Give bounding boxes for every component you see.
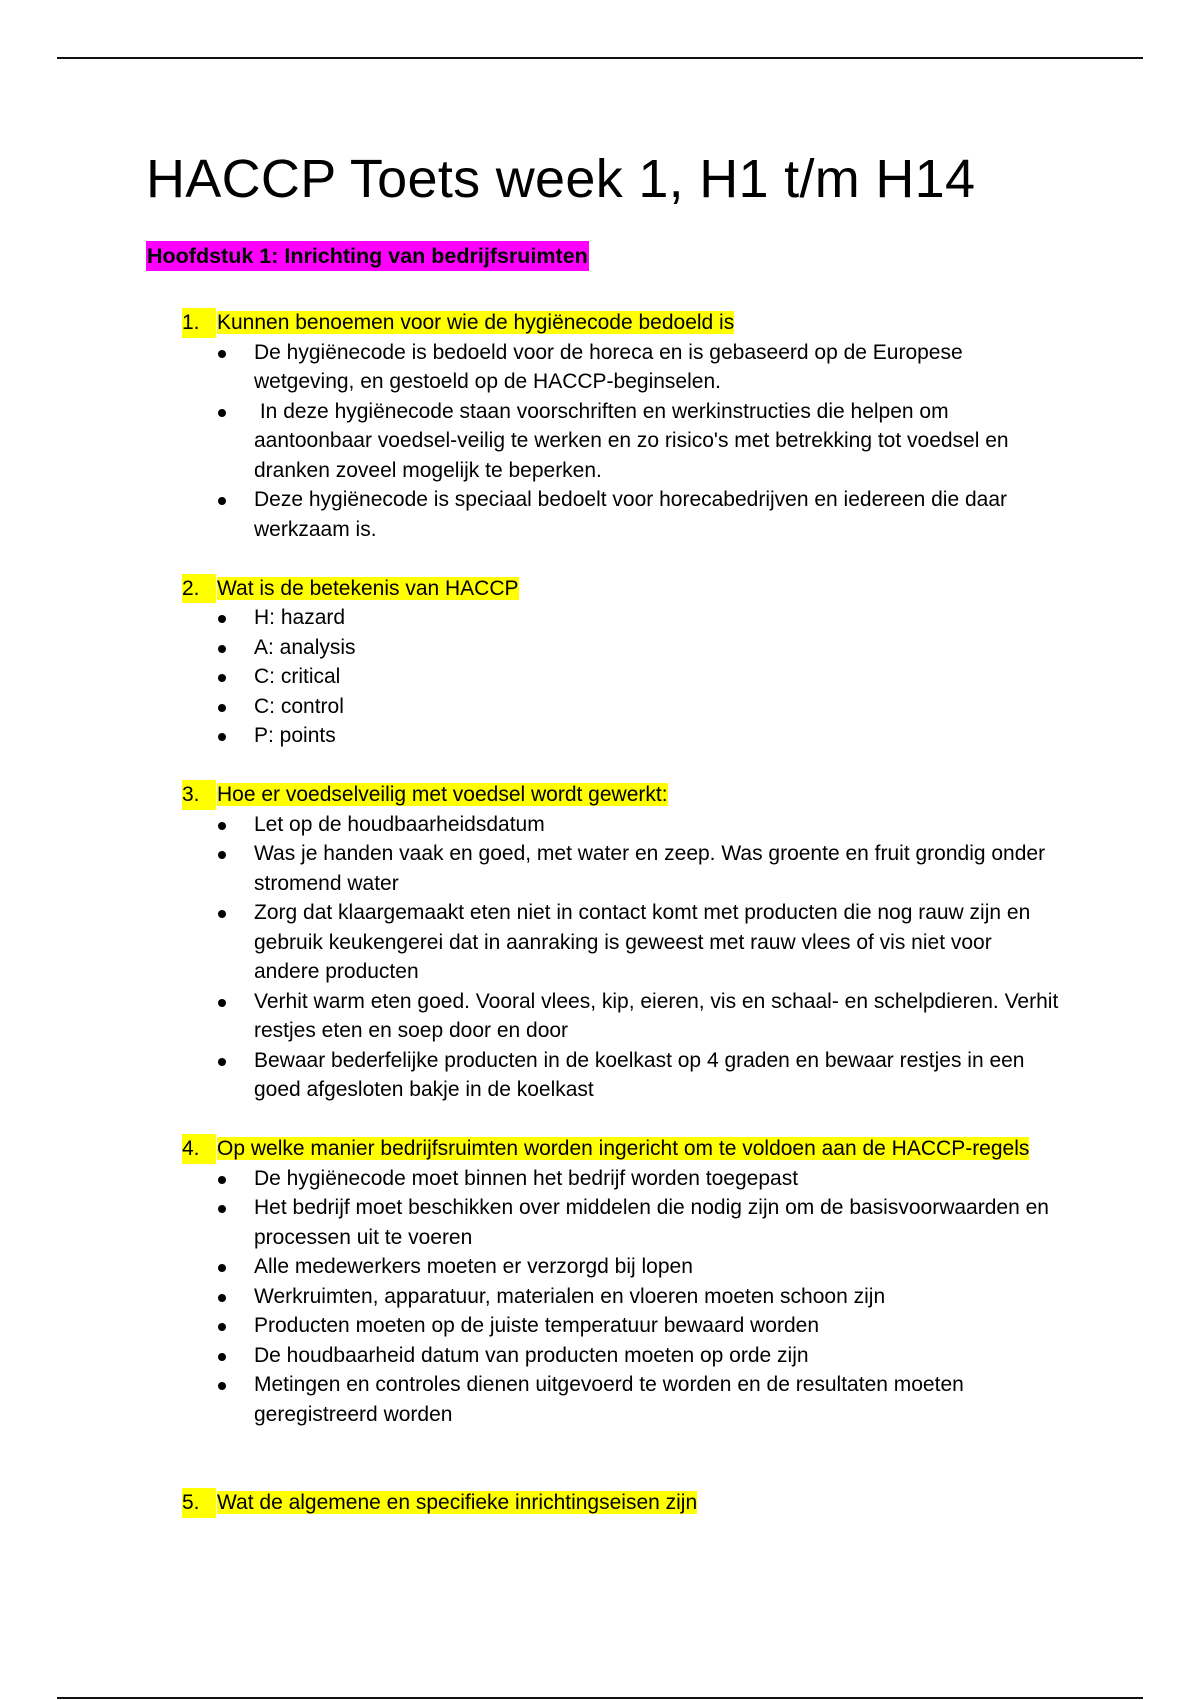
answer-list-2	[0, 603, 1200, 751]
bullet-icon	[218, 1353, 226, 1361]
list-item	[0, 839, 1200, 898]
bullet-icon	[218, 910, 226, 918]
list-item	[0, 898, 1200, 987]
answer-list-1	[0, 338, 1200, 545]
bullet-icon	[218, 350, 226, 358]
bullet-icon	[218, 674, 226, 682]
question-5	[0, 1488, 1200, 1518]
list-item-text: Verhit warm eten goed. Vooral vlees, kip, eieren, vis en schaal- en schelpdieren. Verhit restjes eten en soep door en door	[254, 989, 1059, 1042]
list-item	[0, 1252, 1200, 1282]
bullet-icon	[218, 999, 226, 1007]
bullet-icon	[218, 822, 226, 830]
bullet-icon	[218, 497, 226, 505]
question-number: 5.	[182, 1488, 216, 1518]
list-item-text: Alle medewerkers moeten er verzorgd bij lopen	[254, 1255, 693, 1278]
list-item-text: H: hazard	[254, 606, 346, 629]
question-number: 4.	[182, 1134, 216, 1164]
list-item-text: In deze hygiënecode staan voorschriften en werkinstructies die helpen om aantoonbaar voedsel-veilig te werken en zo risico's met betrekking tot voedsel en dranken zoveel mogelijk te beperken.	[254, 399, 1015, 482]
list-item-text: Werkruimten, apparatuur, materialen en vloeren moeten schoon zijn	[254, 1284, 886, 1308]
chapter-heading: Hoofdstuk 1: Inrichting van bedrijfsruimten	[146, 241, 589, 271]
list-item-text: Het bedrijf moet beschikken over middelen die nodig zijn om de basisvoorwaarden en processen uit te voeren	[254, 1196, 1049, 1249]
blank-line	[0, 1459, 1200, 1489]
question-text: Kunnen benoemen voor wie de hygiënecode bedoeld is	[217, 311, 735, 334]
list-item-text: C: control	[254, 694, 344, 718]
document-body	[0, 308, 1200, 1518]
list-item-text: P: points	[254, 724, 336, 747]
top-divider	[57, 57, 1143, 59]
page-title: HACCP Toets week 1, H1 t/m H14	[146, 149, 976, 209]
list-item	[0, 1193, 1200, 1252]
list-item	[0, 1046, 1200, 1105]
list-item-text: Was je handen vaak en goed, met water en zeep. Was groente en fruit grondig onder stromend water	[254, 842, 1046, 895]
list-item	[0, 721, 1200, 751]
answer-list-3	[0, 810, 1200, 1105]
question-text: Wat is de betekenis van HACCP	[217, 576, 519, 600]
bullet-icon	[218, 645, 226, 653]
list-item	[0, 810, 1200, 840]
question-text: Op welke manier bedrijfsruimten worden ingericht om te voldoen aan de HACCP-regels	[217, 1137, 1030, 1160]
list-item	[0, 1370, 1200, 1429]
bullet-icon	[218, 1176, 226, 1184]
list-item-text: Zorg dat klaargemaakt eten niet in contact komt met producten die nog rauw zijn en gebruik keukengerei dat in aanraking is geweest met rauw vlees of vis niet voor andere producten	[254, 901, 1031, 983]
list-item	[0, 603, 1200, 633]
list-item-text: Producten moeten op de juiste temperatuur bewaard worden	[254, 1314, 820, 1337]
list-item-text: C: critical	[254, 665, 341, 688]
answer-list-4	[0, 1164, 1200, 1430]
list-item	[0, 338, 1200, 397]
bullet-icon	[218, 409, 226, 417]
question-3	[0, 780, 1200, 810]
bullet-icon	[218, 615, 226, 623]
list-item-text: De hygiënecode is bedoeld voor de horeca en is gebaseerd op de Europese wetgeving, en gestoeld op de HACCP-beginselen.	[254, 340, 963, 393]
list-item-text: Metingen en controles dienen uitgevoerd te worden en de resultaten moeten geregistreerd worden	[254, 1373, 964, 1426]
question-4	[0, 1134, 1200, 1164]
question-text: Wat de algemene en specifieke inrichtingseisen zijn	[217, 1491, 698, 1514]
question-text: Hoe er voedselveilig met voedsel wordt gewerkt:	[217, 783, 668, 806]
list-item	[0, 1282, 1200, 1312]
bullet-icon	[218, 1058, 226, 1066]
question-number: 1.	[182, 308, 216, 338]
list-item	[0, 397, 1200, 486]
list-item-text: Deze hygiënecode is speciaal bedoelt voor horecabedrijven en iedereen die daar werkzaam is.	[254, 488, 1008, 541]
list-item	[0, 633, 1200, 663]
list-item	[0, 987, 1200, 1046]
question-number: 3.	[182, 780, 216, 810]
list-item-text: Let op de houdbaarheidsdatum	[254, 812, 545, 836]
question-2	[0, 574, 1200, 604]
list-item-text: De houdbaarheid datum van producten moeten op orde zijn	[254, 1343, 809, 1367]
question-number: 2.	[182, 574, 216, 604]
list-item-text: De hygiënecode moet binnen het bedrijf worden toegepast	[254, 1166, 799, 1190]
bullet-icon	[218, 733, 226, 741]
list-item	[0, 1164, 1200, 1194]
bullet-icon	[218, 1382, 226, 1390]
list-item	[0, 485, 1200, 544]
bullet-icon	[218, 851, 226, 859]
bullet-icon	[218, 1205, 226, 1213]
list-item-text: A: analysis	[254, 635, 356, 659]
list-item	[0, 662, 1200, 692]
list-item	[0, 692, 1200, 722]
list-item	[0, 1341, 1200, 1371]
list-item-text: Bewaar bederfelijke producten in de koelkast op 4 graden en bewaar restjes in een goed afgesloten bakje in de koelkast	[254, 1048, 1025, 1101]
bullet-icon	[218, 1294, 226, 1302]
question-1	[0, 308, 1200, 338]
bottom-divider	[57, 1697, 1143, 1699]
bullet-icon	[218, 704, 226, 712]
list-item	[0, 1311, 1200, 1341]
bullet-icon	[218, 1264, 226, 1272]
bullet-icon	[218, 1323, 226, 1331]
